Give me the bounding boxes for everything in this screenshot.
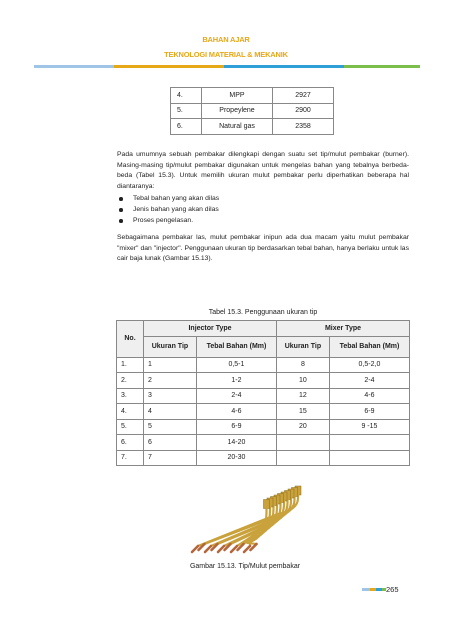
table-cell: 0,5-2,0: [329, 357, 409, 373]
table-cell: Propeylene: [202, 103, 273, 119]
table-cell: 4-6: [329, 388, 409, 404]
body-paragraph-2: Sebagaimana pembakar las, mulut pembakar inipun ada dua macam yaitu mulut pembakar "mixer" dan "injector". Penggunaan ukuran tip berdasarkan tebal bahan, hanya berlaku untuk las cair baja lunak (Gambar 15.13).: [117, 234, 409, 262]
table-row: [117, 419, 410, 435]
table-cell: 7.: [117, 450, 144, 466]
footer-stripe-segment: [362, 588, 370, 591]
tip-size-table: [116, 320, 410, 466]
table-row: [117, 373, 410, 389]
column-header-tebal-bahan: Tebal Bahan (Mm): [196, 336, 276, 357]
table-cell: 15: [276, 404, 329, 420]
table-cell: [329, 450, 409, 466]
table-cell: 20: [276, 419, 329, 435]
column-header-injector: Injector Type: [144, 321, 277, 337]
list-item: Proses pengelasan.: [117, 215, 219, 226]
table-cell: 6.: [171, 119, 202, 135]
table-cell: 14-20: [196, 435, 276, 451]
table-cell: 3: [144, 388, 197, 404]
table-cell: Natural gas: [202, 119, 273, 135]
column-header-tebal-bahan: Tebal Bahan (Mm): [329, 336, 409, 357]
table-cell: 2900: [273, 103, 334, 119]
header-subtitle: TEKNOLOGI MATERIAL & MEKANIK: [164, 50, 288, 59]
table-cell: 6-9: [196, 419, 276, 435]
table-cell: 3.: [117, 388, 144, 404]
table-cell: 1: [144, 357, 197, 373]
header-stripe-segment: [114, 65, 224, 68]
table-cell: 2: [144, 373, 197, 389]
list-item: Tebal bahan yang akan dilas: [117, 193, 219, 204]
list-item: Jenis bahan yang akan dilas: [117, 204, 219, 215]
table-cell: [276, 435, 329, 451]
table-cell: 7: [144, 450, 197, 466]
table-cell: [329, 435, 409, 451]
table-cell: 12: [276, 388, 329, 404]
table-cell: 2.: [117, 373, 144, 389]
table-header-row: [117, 336, 410, 357]
table-cell: 0,5-1: [196, 357, 276, 373]
table-cell: 6: [144, 435, 197, 451]
header-stripe-segment: [224, 65, 344, 68]
gas-table: [170, 87, 334, 135]
table-cell: 2927: [273, 88, 334, 104]
table-cell: 4-6: [196, 404, 276, 420]
table-row: [117, 357, 410, 373]
table-header-row: [117, 321, 410, 337]
table-cell: 5: [144, 419, 197, 435]
column-header-no: No.: [117, 321, 144, 358]
table-row: [117, 435, 410, 451]
table-cell: 6-9: [329, 404, 409, 420]
table-row: [171, 119, 334, 135]
figure-caption: Gambar 15.13. Tip/Mulut pembakar: [189, 563, 301, 570]
table-cell: 2358: [273, 119, 334, 135]
table-row: [117, 450, 410, 466]
table-cell: MPP: [202, 88, 273, 104]
table-cell: 1.: [117, 357, 144, 373]
table-cell: 5.: [117, 419, 144, 435]
table-cell: 6.: [117, 435, 144, 451]
header-stripe-segment: [344, 65, 420, 68]
column-header-ukuran-tip: Ukuran Tip: [144, 336, 197, 357]
table-cell: 20-30: [196, 450, 276, 466]
table-row: [171, 103, 334, 119]
table-cell: 4: [144, 404, 197, 420]
column-header-mixer: Mixer Type: [276, 321, 409, 337]
page-number: 265: [386, 585, 399, 594]
table-cell: 9 -15: [329, 419, 409, 435]
header-title: BAHAN AJAR: [202, 35, 250, 44]
welding-tips-figure: [180, 482, 310, 560]
table-caption: Tabel 15.3. Penggunaan ukuran tip: [208, 309, 318, 316]
table-row: [117, 388, 410, 404]
column-header-ukuran-tip: Ukuran Tip: [276, 336, 329, 357]
table-cell: [276, 450, 329, 466]
table-row: [117, 404, 410, 420]
table-cell: 8: [276, 357, 329, 373]
table-cell: 10: [276, 373, 329, 389]
table-cell: 4.: [117, 404, 144, 420]
table-cell: 1-2: [196, 373, 276, 389]
table-row: [171, 88, 334, 104]
body-paragraph-1: Pada umumnya sebuah pembakar dilengkapi dengan suatu set tip/mulut pembakar (burner). Masing-masing tip/mulut pembakar digunakan untuk mengelas bahan yang tebalnya berbeda-beda (Tabel 15.3). Untuk memilih ukuran mulut pembakar perlu diperhatikan beberapa hal diantaranya:: [117, 151, 409, 190]
table-cell: 4.: [171, 88, 202, 104]
bullet-list: [117, 193, 219, 226]
table-cell: 2-4: [196, 388, 276, 404]
header-stripe-segment: [34, 65, 114, 68]
table-cell: 5.: [171, 103, 202, 119]
table-cell: 2-4: [329, 373, 409, 389]
